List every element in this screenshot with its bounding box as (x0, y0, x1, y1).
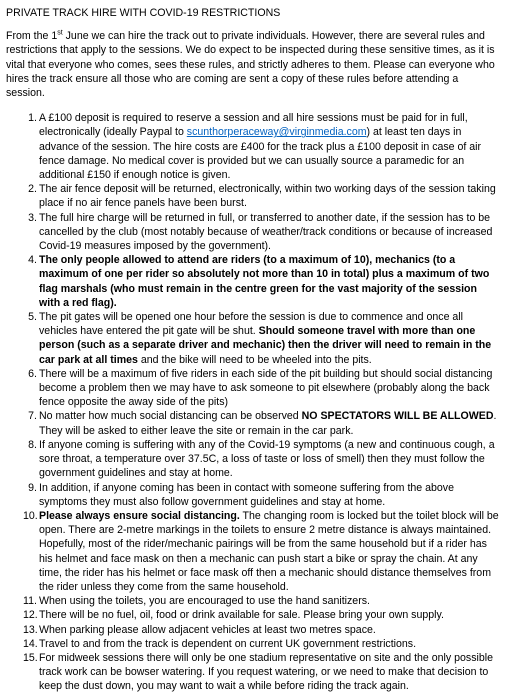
intro-text-start: From the 1 (6, 30, 58, 43)
document-title: PRIVATE TRACK HIRE WITH COVID-19 RESTRICTIONS (6, 7, 281, 19)
rule-text-continued: . They will be asked to either leave the site or remain in the car park. (39, 410, 497, 437)
rule-item (28, 409, 499, 437)
rule-text: The full hire charge will be returned in full, or transferred to another date, if the session has to be cancelled by the club (most notably because of weather/track conditions or because of increased Covid-19 measures imposed by the government). (39, 211, 493, 253)
rule-number: 13. (23, 623, 38, 636)
rule-number: 9. (28, 481, 37, 494)
rule-number: 6. (28, 367, 37, 380)
rule-item (28, 481, 499, 509)
rule-item (28, 182, 499, 210)
rule-text: The air fence deposit will be returned, electronically, within two working days of the session taking place if no air fence panels have been burst. (39, 183, 496, 210)
rules-list (6, 111, 499, 693)
rule-text: There will be no fuel, oil, food or drink available for sale. Please bring your own supply. (39, 609, 444, 622)
rule-number: 14. (23, 637, 38, 650)
rule-item (28, 211, 499, 254)
rule-text: For midweek sessions there will only be one stadium representative on site and the only possible track work can be bowser watering. If you request watering, or we need to make that decision to keep the dust down, you may want to wait a while before riding the track again. (39, 651, 494, 693)
rule-number: 8. (28, 438, 37, 451)
rule-item (28, 111, 499, 182)
rule-number: 10. (23, 509, 38, 522)
rule-text-continued: and the bike will need to be wheeled into the pits. (137, 353, 372, 366)
rule-email-link[interactable]: scunthorperaceway@virginmedia.com (186, 126, 367, 139)
intro-superscript: st (57, 29, 63, 37)
rule-text-continued: ) at least ten days in advance of the session. The hire costs are £400 for the track plus a £100 deposit in case of air fence damage. No medical cover is provided but we can usually source a paramedic for an additional £150 if enough notice is given. (39, 126, 482, 182)
rule-number: 2. (28, 183, 37, 196)
rule-text-continued: The changing room is locked but the toilet block will be open. There are 2-metre markings in the toilets to ensure 2 metre distance is always maintained. Hopefully, most of the rider/mechanic pairings will be from the same household but if a rider has his helmet and face mask on then a mechanic can push start a bike or spray the chain. At any time, the rider has his helmet or face mask off then a mechanic should distance themselves from the rider unless they come from the same household. (39, 509, 499, 593)
rule-number: 5. (28, 311, 37, 324)
rule-text: When parking please allow adjacent vehicles at least two metres space. (39, 623, 376, 636)
rule-bold-text: Please always ensure social distancing. (39, 509, 240, 522)
rule-number: 15. (23, 651, 38, 664)
rule-number: 11. (23, 595, 37, 608)
rule-text: No matter how much social distancing can be observed (39, 410, 302, 423)
rule-number: 12. (23, 609, 38, 622)
rule-text: The pit gates will be opened one hour before the session is due to commence and once all vehicles have entered the pit gate will be shut. (39, 311, 464, 338)
intro-text-rest: June we can hire the track out to private individuals. However, there are several rules and restrictions that apply to the sessions. We do expect to be inspected during these sensitive times, as it is vital that everyone who comes, sees these rules, and strictly adheres to them. Please can everyone who hires the track ensure all those who are coming are sent a copy of these rules before attending a session. (6, 30, 495, 100)
rule-text: There will be a maximum of five riders in each side of the pit building but should social distancing become a problem then we may have to ask someone to pit elsewhere (probably along the back fence opposite the away side of the pits) (39, 367, 493, 409)
rule-item (28, 438, 499, 481)
rule-text: A £100 deposit is required to reserve a session and all hire sessions must be paid for in full, electronically (ideally Paypal to (39, 112, 468, 139)
rule-item (23, 651, 499, 694)
rule-text: When using the toilets, you are encouraged to use the hand sanitizers. (39, 595, 370, 608)
rule-text: In addition, if anyone coming has been in contact with someone suffering from the above symptoms they must also follow government guidelines and stay at home. (39, 481, 454, 508)
rule-item (23, 637, 499, 651)
rule-item (28, 310, 499, 367)
rule-item (23, 608, 499, 622)
rule-text: If anyone coming is suffering with any of the Covid-19 symptoms (a new and continuous cough, a sore throat, a temperature over 37.5C, a loss of taste or loss of smell) then they must follow the government guidelines and stay at home. (39, 438, 495, 480)
rule-item (28, 253, 499, 310)
rule-number: 3. (28, 211, 37, 224)
rule-number: 7. (28, 410, 37, 423)
rule-bold-text: The only people allowed to attend are riders (to a maximum of 10), mechanics (to a maximum of one per rider so absolutely not more than 10 in total) plus a maximum of two flag marshals (who must remain in the centre green for the vast majority of the session with a red flag). (39, 254, 490, 309)
rule-number: 4. (28, 254, 37, 267)
rule-bold-text: Should someone travel with more than one person (such as a separate driver and mechanic) then the driver will need to remain in the car park at all times (39, 325, 492, 366)
rule-text: Travel to and from the track is dependent on current UK government restrictions. (39, 637, 417, 650)
rule-item (23, 594, 499, 608)
rule-item (28, 367, 499, 410)
rule-bold-text: NO SPECTATORS WILL BE ALLOWED (301, 410, 494, 423)
intro-paragraph (6, 29, 499, 100)
rule-number: 1. (28, 112, 37, 125)
rule-item (23, 509, 499, 594)
rule-item (23, 623, 499, 637)
